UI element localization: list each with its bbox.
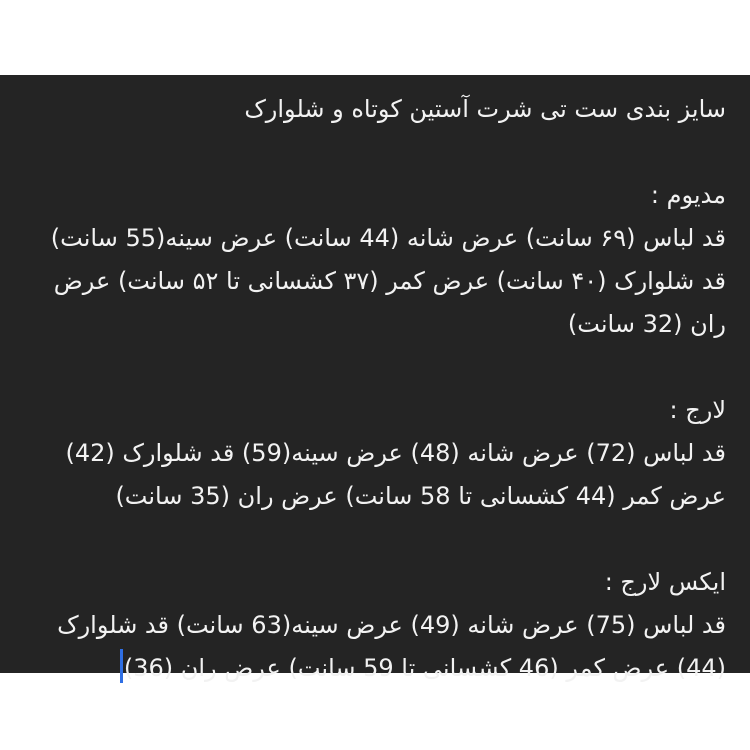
note-text-area[interactable] — [28, 88, 726, 690]
section-heading-xlarge: ایکس لارج : — [604, 568, 726, 596]
medium-line-3: ران (32 سانت) — [567, 310, 726, 338]
medium-line-1: قد لباس (۶۹ سانت) عرض شانه (44 سانت) عرض سینه(55 سانت) — [50, 224, 726, 252]
blank-line — [28, 518, 726, 561]
large-line-1: قد لباس (72) عرض شانه (48) عرض سینه(59) قد شلوارک (42) — [65, 439, 726, 467]
xlarge-line-1: قد لباس (75) عرض شانه (49) عرض سینه(63 سانت) قد شلوارک — [57, 611, 726, 639]
section-heading-large: لارج : — [669, 396, 726, 424]
blank-line — [28, 131, 726, 174]
xlarge-line-2: (44) عرض کمر (46 کشسانی تا 59 سانت) عرض ران (36) — [123, 654, 726, 682]
section-heading-medium: مدیوم : — [650, 181, 726, 209]
note-editor-screen — [0, 75, 750, 682]
note-title: سایز بندی ست تی شرت آستین کوتاه و شلوارک — [244, 95, 726, 123]
medium-line-2: قد شلوارک (۴۰ سانت) عرض کمر (۳۷ کشسانی تا ۵۲ سانت) عرض — [53, 267, 726, 295]
large-line-2: عرض کمر (44 کشسانی تا 58 سانت) عرض ران (35 سانت) — [115, 482, 726, 510]
xlarge-line-2-wrap — [28, 647, 726, 690]
blank-line — [28, 346, 726, 389]
text-cursor — [120, 649, 123, 683]
